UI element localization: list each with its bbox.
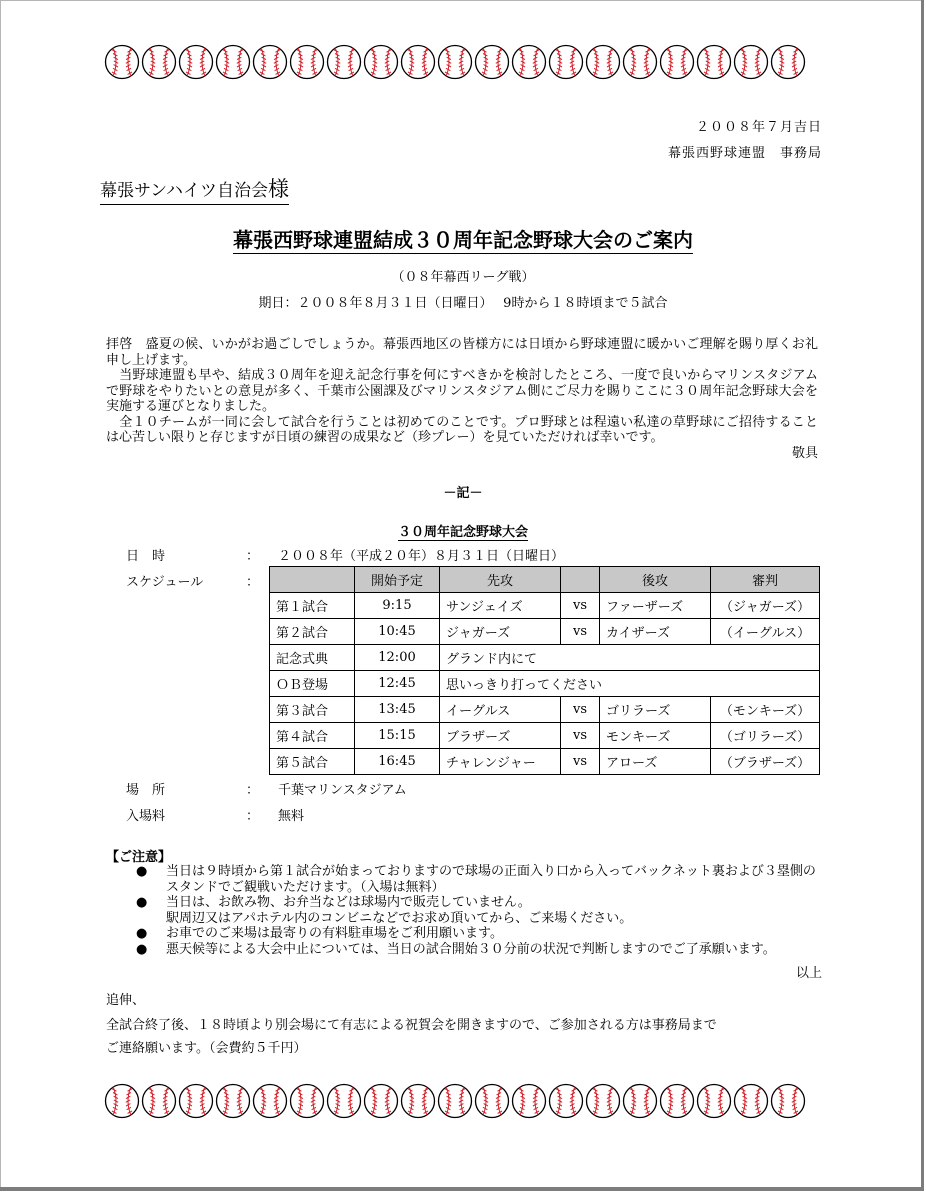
info-date-label: 日 時: [126, 549, 166, 564]
baseball-icon: [326, 1083, 362, 1119]
baseball-border-bottom: [104, 1083, 806, 1119]
list-item: [136, 942, 826, 958]
baseball-border-top: [104, 44, 806, 80]
bullet-icon: ●: [136, 895, 148, 911]
note-text: 悪天候等による大会中止については、当日の試合開始３０分前の状況で判断しますのでご了承願います。: [166, 941, 776, 957]
table-header: [561, 567, 600, 593]
honorific: 様: [267, 177, 289, 201]
note-text: お車でのご来場は最寄りの有料駐車場をご利用願います。: [166, 926, 503, 942]
baseball-icon: [622, 44, 658, 80]
event-description: グランド内にて: [440, 645, 820, 671]
event-description: 思いっきり打ってください: [440, 671, 820, 697]
postscript-heading: 追伸、: [106, 993, 146, 1008]
baseball-icon: [437, 1083, 473, 1119]
postscript-line: ご連絡願います。（会費約５千円）: [106, 1041, 307, 1056]
ki-heading: －記－: [443, 486, 483, 501]
baseball-icon: [696, 1083, 732, 1119]
event-title: ３０周年記念野球大会: [397, 525, 528, 540]
subtitle: （０８年幕西リーグ戦）: [391, 270, 535, 285]
ijo: 以上: [795, 966, 822, 981]
umpire-team: （ジャガーズ）: [711, 593, 820, 619]
info-colon: ：: [246, 783, 260, 798]
team-second: ゴリラーズ: [600, 697, 711, 723]
addressee-name: 幕張サンハイツ自治会: [100, 181, 268, 201]
baseball-icon: [733, 44, 769, 80]
game-name: 第２試合: [270, 619, 355, 645]
info-colon: ：: [246, 575, 260, 590]
baseball-icon: [252, 44, 288, 80]
baseball-icon: [289, 44, 325, 80]
info-fee-label: 入場料: [126, 809, 166, 824]
team-second: モンキーズ: [600, 723, 711, 749]
baseball-icon: [326, 44, 362, 80]
baseball-icon: [400, 44, 436, 80]
list-item: [136, 864, 826, 895]
event-time: 12:00: [355, 645, 440, 671]
baseball-icon: [770, 44, 806, 80]
team-second: ファーザーズ: [600, 593, 711, 619]
baseball-icon: [511, 44, 547, 80]
table-header: [270, 567, 355, 593]
vs-label: vs: [561, 723, 600, 749]
game-name: 第３試合: [270, 697, 355, 723]
body-paragraph: 当野球連盟も早や、結成３０周年を迎え記念行事を何にすべきかを検討したところ、一度で良いからマリンスタジアムで野球をやりたいとの意見が多く、千葉市公園課及びマリンスタジアム側にご尽力を賜りここに３０周年記念野球大会を実施する運びとなりました。: [106, 368, 818, 414]
table-row: [270, 671, 820, 697]
table-row: [270, 645, 820, 671]
umpire-team: （ブラザーズ）: [711, 749, 820, 775]
baseball-icon: [104, 1083, 140, 1119]
info-place-value: 千葉マリンスタジアム: [278, 783, 407, 798]
baseball-icon: [363, 44, 399, 80]
letter-body: [106, 337, 818, 461]
info-date-value: ２００８年（平成２０年）８月３１日（日曜日）: [278, 549, 565, 564]
baseball-icon: [548, 1083, 584, 1119]
info-fee-value: 無料: [278, 809, 305, 824]
team-second: カイザーズ: [600, 619, 711, 645]
baseball-icon: [511, 1083, 547, 1119]
event-dateline: 期日：２００８年８月３１日（日曜日） 9時から１８時頃まで５試合: [258, 296, 668, 311]
baseball-icon: [733, 1083, 769, 1119]
game-name: 第４試合: [270, 723, 355, 749]
event-time: 12:45: [355, 671, 440, 697]
info-colon: ：: [246, 809, 260, 824]
list-item: [136, 926, 826, 942]
game-time: 15:15: [355, 723, 440, 749]
game-time: 13:45: [355, 697, 440, 723]
note-text: 当日は、お飲み物、お弁当などは球場内で販売していません。: [166, 895, 531, 911]
info-place-label: 場 所: [126, 783, 166, 798]
bullet-icon: ●: [136, 926, 148, 942]
baseball-icon: [363, 1083, 399, 1119]
umpire-team: （イーグルス）: [711, 619, 820, 645]
document-date: ２００８年７月吉日: [695, 120, 822, 135]
team-first: ジャガーズ: [440, 619, 561, 645]
baseball-icon: [215, 44, 251, 80]
game-name: 第５試合: [270, 749, 355, 775]
team-first: ブラザーズ: [440, 723, 561, 749]
baseball-icon: [104, 44, 140, 80]
baseball-icon: [178, 44, 214, 80]
postscript-line: 全試合終了後、１８時頃より別会場にて有志による祝賀会を開きますので、ご参加される方は事務局まで: [106, 1018, 717, 1033]
baseball-icon: [585, 44, 621, 80]
bullet-icon: ●: [136, 864, 148, 879]
team-first: サンジェイズ: [440, 593, 561, 619]
closing: 敬具: [791, 445, 818, 461]
vs-label: vs: [561, 697, 600, 723]
game-time: 16:45: [355, 749, 440, 775]
bullet-icon: ●: [136, 941, 148, 957]
info-colon: ：: [246, 549, 260, 564]
table-row: [270, 697, 820, 723]
addressee: [100, 173, 289, 205]
umpire-team: （モンキーズ）: [711, 697, 820, 723]
team-first: チャレンジャー: [440, 749, 561, 775]
baseball-icon: [585, 1083, 621, 1119]
baseball-icon: [659, 44, 695, 80]
notice-list: [136, 864, 826, 958]
umpire-team: （ゴリラーズ）: [711, 723, 820, 749]
game-name: 第１試合: [270, 593, 355, 619]
baseball-icon: [437, 44, 473, 80]
baseball-icon: [289, 1083, 325, 1119]
note-text: 当日は９時頃から第１試合が始まっておりますので球場の正面入り口から入ってバックネット裏および３塁側のスタンドでご観戦いただけます。（入場は無料）: [166, 864, 816, 895]
table-row: [270, 619, 820, 645]
table-header: 審判: [711, 567, 820, 593]
table-header: 開始予定: [355, 567, 440, 593]
baseball-icon: [474, 44, 510, 80]
baseball-icon: [622, 1083, 658, 1119]
table-row: [270, 593, 820, 619]
baseball-icon: [400, 1083, 436, 1119]
vs-label: vs: [561, 749, 600, 775]
notice-heading: 【ご注意】: [106, 850, 172, 865]
schedule-table: [269, 566, 820, 775]
game-time: 9:15: [355, 593, 440, 619]
baseball-icon: [141, 1083, 177, 1119]
event-name: ＯＢ登場: [270, 671, 355, 697]
baseball-icon: [696, 44, 732, 80]
note-text-continued: 駅周辺又はアパホテル内のコンビニなどでお求め頂いてから、ご来場ください。: [166, 910, 633, 926]
baseball-icon: [252, 1083, 288, 1119]
body-paragraph: 拝啓 盛夏の候、いかがお過ごしでしょうか。幕張西地区の皆様方には日頃から野球連盟に暖かいご理解を賜り厚くお礼申し上げます。: [106, 337, 818, 368]
baseball-icon: [215, 1083, 251, 1119]
baseball-icon: [178, 1083, 214, 1119]
vs-label: vs: [561, 619, 600, 645]
info-schedule-label: スケジュール: [126, 575, 204, 590]
baseball-icon: [141, 44, 177, 80]
team-second: アローズ: [600, 749, 711, 775]
event-name: 記念式典: [270, 645, 355, 671]
baseball-icon: [770, 1083, 806, 1119]
game-time: 10:45: [355, 619, 440, 645]
body-paragraph: 全１０チームが一同に会して試合を行うことは初めてのことです。プロ野球とは程遠い私達の草野球にご招待することは心苦しい限りと存じますが日頃の練習の成果など（珍プレー）を見ていただければ幸いです。: [106, 414, 818, 445]
list-item: [136, 895, 826, 926]
table-header: 先攻: [440, 567, 561, 593]
table-row: [270, 723, 820, 749]
baseball-icon: [474, 1083, 510, 1119]
baseball-icon: [548, 44, 584, 80]
page-title: 幕張西野球連盟結成３０周年記念野球大会のご案内: [233, 228, 693, 252]
table-header-row: [270, 567, 820, 593]
sender-office: 幕張西野球連盟 事務局: [667, 146, 822, 161]
table-header: 後攻: [600, 567, 711, 593]
vs-label: vs: [561, 593, 600, 619]
baseball-icon: [659, 1083, 695, 1119]
team-first: イーグルス: [440, 697, 561, 723]
table-row: [270, 749, 820, 775]
